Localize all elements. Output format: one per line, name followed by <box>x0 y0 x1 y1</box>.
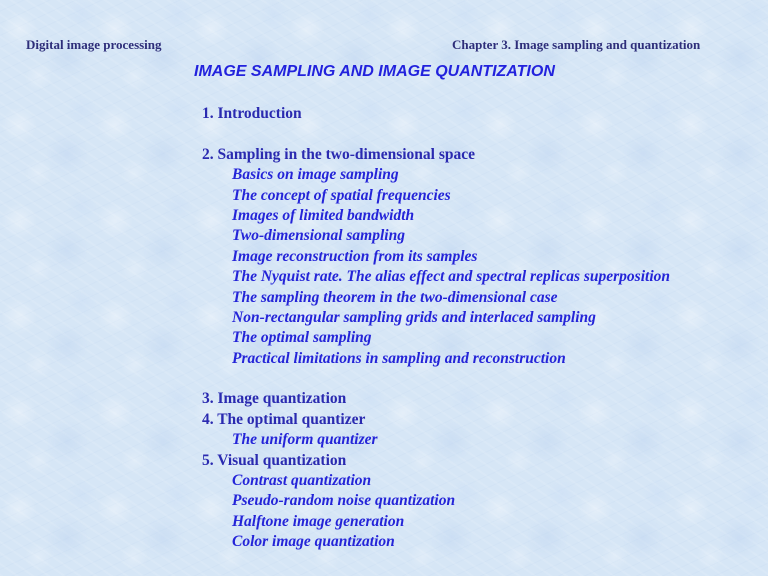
toc-subsection: The uniform quantizer <box>232 431 378 449</box>
toc-section-sampling: 2. Sampling in the two-dimensional space <box>202 145 476 163</box>
toc-subsection: Non-rectangular sampling grids and interlaced sampling <box>232 308 596 326</box>
toc-subsection: Practical limitations in sampling and reconstruction <box>232 349 566 367</box>
toc-subsection: Color image quantization <box>232 533 395 551</box>
header-course-title: Digital image processing <box>26 37 162 52</box>
toc-subsection: Contrast quantization <box>232 472 372 490</box>
toc-subsection: Two-dimensional sampling <box>232 227 405 245</box>
toc-subsection: Pseudo-random noise quantization <box>232 492 456 510</box>
toc-spacer <box>202 369 670 389</box>
toc-subsection: The sampling theorem in the two-dimensional case <box>232 288 558 306</box>
toc-section-optimal-quantizer: 4. The optimal quantizer <box>202 410 366 428</box>
toc-subsection: Images of limited bandwidth <box>232 206 415 224</box>
toc-subsection: Halftone image generation <box>232 512 405 530</box>
table-of-contents <box>202 104 670 553</box>
toc-section-visual-quantization: 5. Visual quantization <box>202 451 347 469</box>
toc-section-image-quantization: 3. Image quantization <box>202 390 347 408</box>
toc-subsection: The concept of spatial frequencies <box>232 186 451 204</box>
toc-spacer <box>202 124 670 144</box>
toc-subsection: The Nyquist rate. The alias effect and spectral replicas superposition <box>232 268 671 286</box>
slide-title: IMAGE SAMPLING AND IMAGE QUANTIZATION <box>194 63 555 80</box>
header-chapter-title: Chapter 3. Image sampling and quantization <box>452 37 701 52</box>
toc-subsection: The optimal sampling <box>232 329 372 347</box>
toc-section-introduction: 1. Introduction <box>202 105 302 122</box>
toc-subsection: Basics on image sampling <box>232 166 399 184</box>
toc-subsection: Image reconstruction from its samples <box>232 247 478 265</box>
